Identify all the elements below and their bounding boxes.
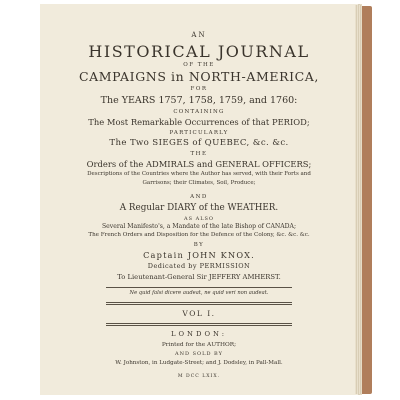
line-author: Captain JOHN KNOX. <box>143 250 255 260</box>
motto-rule-top <box>106 287 292 288</box>
volume-rule <box>106 323 292 326</box>
line-the: THE <box>190 151 208 157</box>
line-as-also: AS ALSO <box>183 216 215 222</box>
line-occurrences: The Most Remarkable Occurrences of that PERIOD; <box>88 117 310 127</box>
line-diary: A Regular DIARY of the WEATHER. <box>119 203 279 213</box>
line-historical-journal: HISTORICAL JOURNAL <box>88 42 310 61</box>
line-an: AN <box>191 31 207 39</box>
line-date: M DCC LXIX. <box>177 374 221 379</box>
line-volume: VOL I. <box>182 309 216 318</box>
line-sold: AND SOLD BY <box>175 351 223 357</box>
line-and: AND <box>190 194 208 200</box>
line-by: BY <box>193 242 205 248</box>
line-descriptions-2: Garrisons; their Climates, Soil, Produce; <box>142 180 256 186</box>
line-booksellers: W. Johnston, in Ludgate-Street; and J. Dodsley, in Pall-Mall. <box>115 360 283 366</box>
line-sieges: The Two SIEGES of QUEBEC, &c. &c. <box>109 138 289 148</box>
line-descriptions-1: Descriptions of the Countries where the Author has served, with their Forts and <box>87 171 311 177</box>
line-london: LONDON: <box>170 330 228 338</box>
line-dedicated: Dedicated by PERMISSION <box>147 262 251 270</box>
motto-rule-bottom <box>106 302 292 305</box>
line-particularly: PARTICULARLY <box>169 130 229 136</box>
line-manifesto: Several Manifesto's, a Mandate of the late Bishop of CANADA; <box>101 223 297 230</box>
line-years: The YEARS 1757, 1758, 1759, and 1760: <box>100 95 298 106</box>
line-dedicatee: To Lieutenant-General Sir JEFFERY AMHERST. <box>117 273 281 281</box>
line-of-the: OF THE <box>183 62 215 68</box>
line-printed: Printed for the AUTHOR; <box>161 342 237 348</box>
line-orders: Orders of the ADMIRALS and GENERAL OFFICERS; <box>86 159 312 169</box>
line-for: FOR <box>190 86 208 92</box>
line-campaigns: CAMPAIGNS in NORTH-AMERICA, <box>78 69 319 84</box>
line-french-orders: The French Orders and Disposition for the Defence of the Colony, &c. &c. &c. <box>88 232 310 238</box>
line-motto: Ne quid falsi dicere audeat, ne quid veri non audeat. <box>129 290 269 296</box>
line-containing: CONTAINING <box>173 109 225 115</box>
